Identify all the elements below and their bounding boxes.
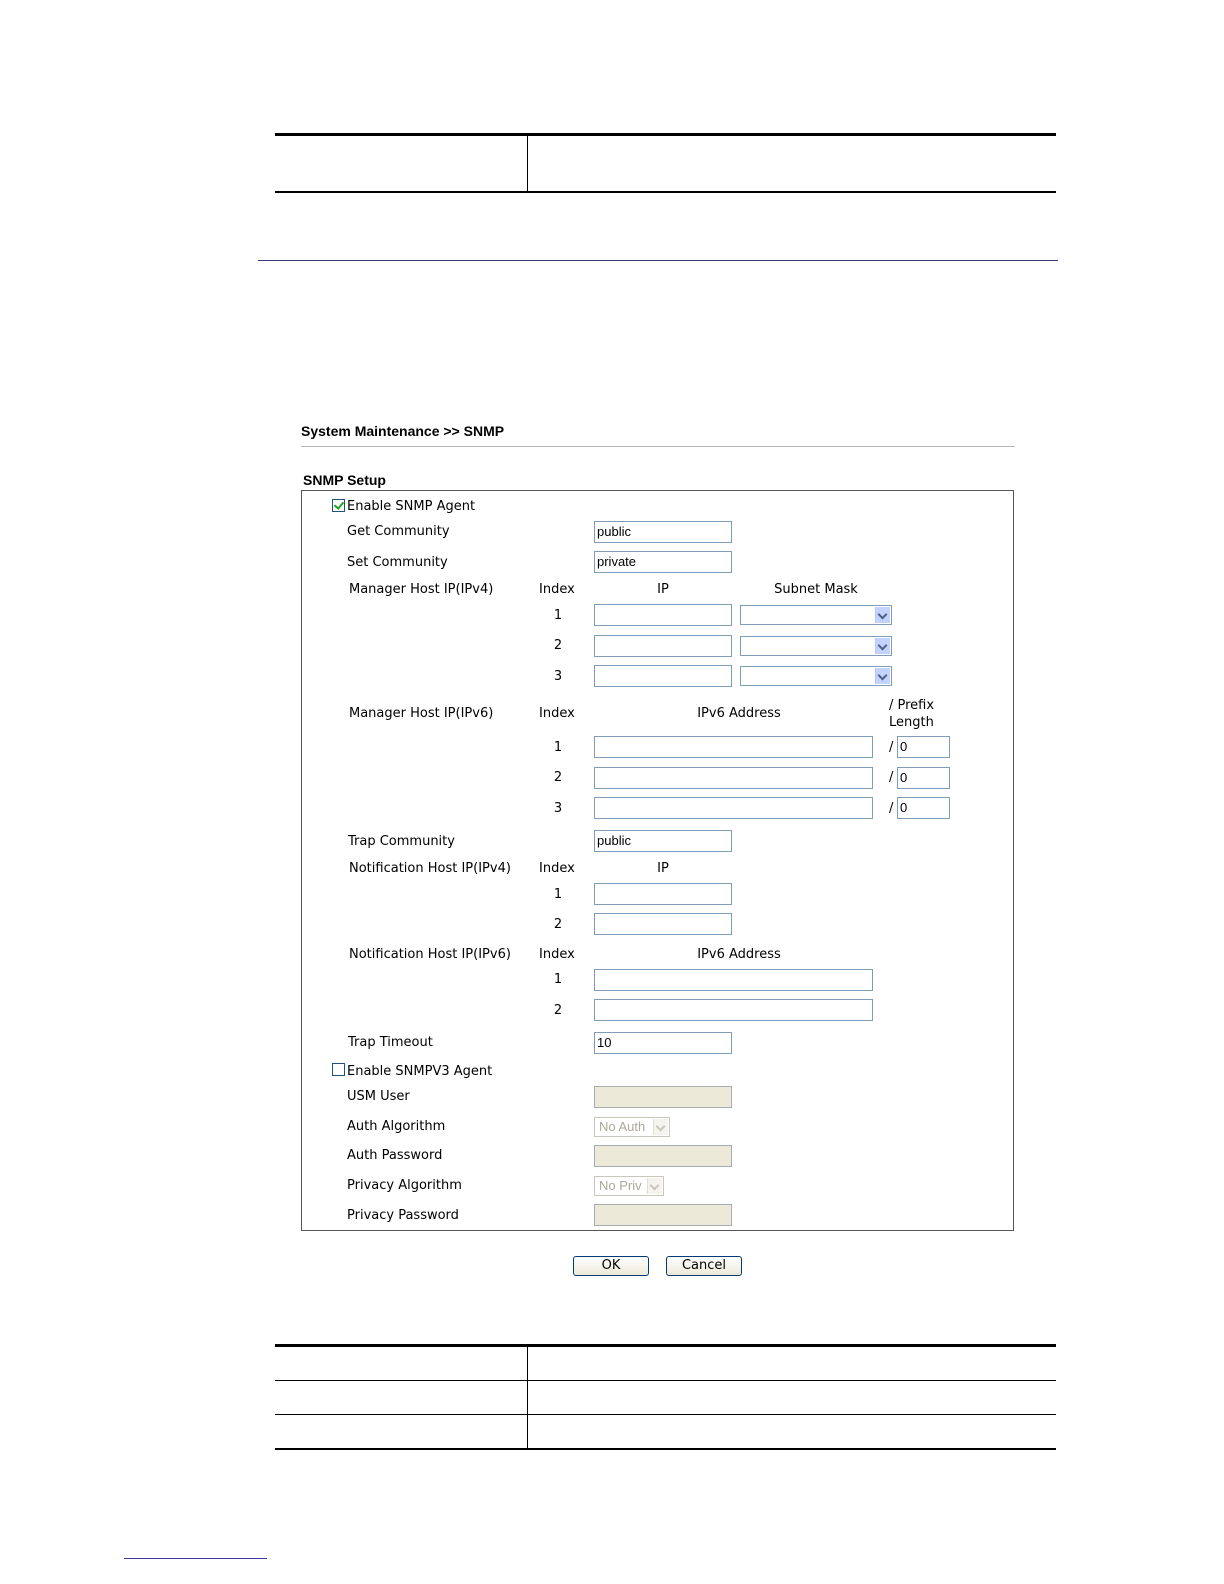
- privacy-algorithm-value: No Priv: [599, 1178, 642, 1193]
- privacy-password-input[interactable]: [594, 1204, 732, 1226]
- manager-ipv4-index: 3: [553, 669, 563, 684]
- bottom-table-top-border: [275, 1344, 1056, 1347]
- page-breadcrumb: System Maintenance >> SNMP: [301, 423, 505, 439]
- manager-ipv4-ip-input[interactable]: [594, 635, 732, 657]
- manager-ipv6-address-input[interactable]: [594, 767, 873, 789]
- notification-ipv4-label: Notification Host IP(IPv4): [349, 861, 511, 876]
- auth-algorithm-select[interactable]: [594, 1117, 670, 1137]
- manager-ipv6-index: 2: [553, 770, 563, 785]
- get-community-label: Get Community: [347, 524, 450, 539]
- notification-ipv6-address-header: IPv6 Address: [697, 947, 781, 962]
- trap-timeout-label: Trap Timeout: [348, 1035, 433, 1050]
- breadcrumb-underline: [301, 446, 1015, 447]
- manager-ipv6-prefix-header: / Prefix: [889, 698, 935, 713]
- trap-community-input[interactable]: public: [594, 830, 732, 852]
- cancel-button[interactable]: Cancel: [666, 1256, 742, 1276]
- notification-ipv4-ip-input[interactable]: [594, 883, 732, 905]
- manager-ipv6-prefix-input[interactable]: 0: [897, 767, 950, 789]
- chevron-down-icon: [875, 638, 890, 654]
- enable-snmpv3-agent-checkbox[interactable]: [332, 1063, 345, 1076]
- notification-ipv4-index-header: Index: [539, 861, 575, 876]
- manager-ipv4-mask-header: Subnet Mask: [774, 582, 858, 597]
- manager-ipv4-index: 2: [553, 638, 563, 653]
- trap-timeout-input[interactable]: 10: [594, 1032, 732, 1054]
- top-table-bottom-border: [275, 191, 1056, 193]
- manager-ipv4-index-header: Index: [539, 582, 575, 597]
- notification-ipv4-index: 1: [553, 887, 563, 902]
- notification-ipv4-ip-input[interactable]: [594, 913, 732, 935]
- manager-ipv6-address-input[interactable]: [594, 736, 873, 758]
- footnote-rule: [124, 1558, 267, 1559]
- manager-ipv4-label: Manager Host IP(IPv4): [349, 582, 494, 597]
- notification-ipv6-index: 1: [553, 972, 563, 987]
- manager-ipv4-mask-select[interactable]: [740, 636, 892, 656]
- manager-ipv6-prefix-input[interactable]: 0: [897, 736, 950, 758]
- manager-ipv4-mask-select[interactable]: [740, 605, 892, 625]
- top-table-divider: [527, 136, 528, 191]
- manager-ipv6-index-header: Index: [539, 706, 575, 721]
- manager-ipv4-ip-input[interactable]: [594, 604, 732, 626]
- auth-password-label: Auth Password: [347, 1148, 443, 1163]
- auth-algorithm-label: Auth Algorithm: [347, 1119, 446, 1134]
- manager-ipv4-index: 1: [553, 608, 563, 623]
- usm-user-label: USM User: [347, 1089, 410, 1104]
- chevron-down-icon: [875, 668, 890, 684]
- prefix-slash: /: [889, 740, 894, 755]
- ok-button[interactable]: OK: [573, 1256, 649, 1276]
- notification-ipv6-label: Notification Host IP(IPv6): [349, 947, 511, 962]
- manager-ipv6-prefix-input[interactable]: 0: [897, 797, 950, 819]
- manager-ipv4-mask-select[interactable]: [740, 666, 892, 686]
- auth-algorithm-value: No Auth: [599, 1119, 646, 1134]
- privacy-algorithm-label: Privacy Algorithm: [347, 1178, 462, 1193]
- bottom-table-row-border: [275, 1414, 1056, 1415]
- privacy-password-label: Privacy Password: [347, 1208, 459, 1223]
- chevron-down-icon: [875, 607, 890, 623]
- notification-ipv6-address-input[interactable]: [594, 999, 873, 1021]
- manager-ipv6-prefix-header-length: Length: [889, 715, 934, 730]
- top-table-top-border: [275, 133, 1056, 136]
- manager-ipv6-index: 3: [553, 801, 563, 816]
- bottom-table-row-border: [275, 1380, 1056, 1381]
- get-community-input[interactable]: public: [594, 521, 732, 543]
- notification-ipv6-address-input[interactable]: [594, 969, 873, 991]
- notification-ipv4-ip-header: IP: [657, 861, 669, 876]
- manager-ipv6-address-header: IPv6 Address: [697, 706, 781, 721]
- trap-community-label: Trap Community: [348, 834, 455, 849]
- manager-ipv6-label: Manager Host IP(IPv6): [349, 706, 494, 721]
- notification-ipv4-index: 2: [553, 917, 563, 932]
- bottom-table-bottom-border: [275, 1448, 1056, 1450]
- prefix-slash: /: [889, 801, 894, 816]
- chevron-down-icon: [653, 1119, 668, 1135]
- section-divider: [258, 260, 1058, 261]
- manager-ipv4-ip-header: IP: [657, 582, 669, 597]
- set-community-input[interactable]: private: [594, 551, 732, 573]
- prefix-slash: /: [889, 770, 894, 785]
- usm-user-input[interactable]: [594, 1086, 732, 1108]
- auth-password-input[interactable]: [594, 1145, 732, 1167]
- set-community-label: Set Community: [347, 555, 448, 570]
- chevron-down-icon: [647, 1178, 662, 1194]
- enable-snmp-agent-label: Enable SNMP Agent: [347, 499, 476, 514]
- manager-ipv6-address-input[interactable]: [594, 797, 873, 819]
- notification-ipv6-index: 2: [553, 1003, 563, 1018]
- bottom-table-divider: [527, 1347, 528, 1448]
- privacy-algorithm-select[interactable]: [594, 1176, 664, 1196]
- manager-ipv6-index: 1: [553, 740, 563, 755]
- notification-ipv6-index-header: Index: [539, 947, 575, 962]
- enable-snmp-agent-checkbox[interactable]: [332, 499, 345, 512]
- enable-snmpv3-agent-label: Enable SNMPV3 Agent: [347, 1064, 493, 1079]
- setup-title: SNMP Setup: [303, 472, 386, 488]
- manager-ipv4-ip-input[interactable]: [594, 665, 732, 687]
